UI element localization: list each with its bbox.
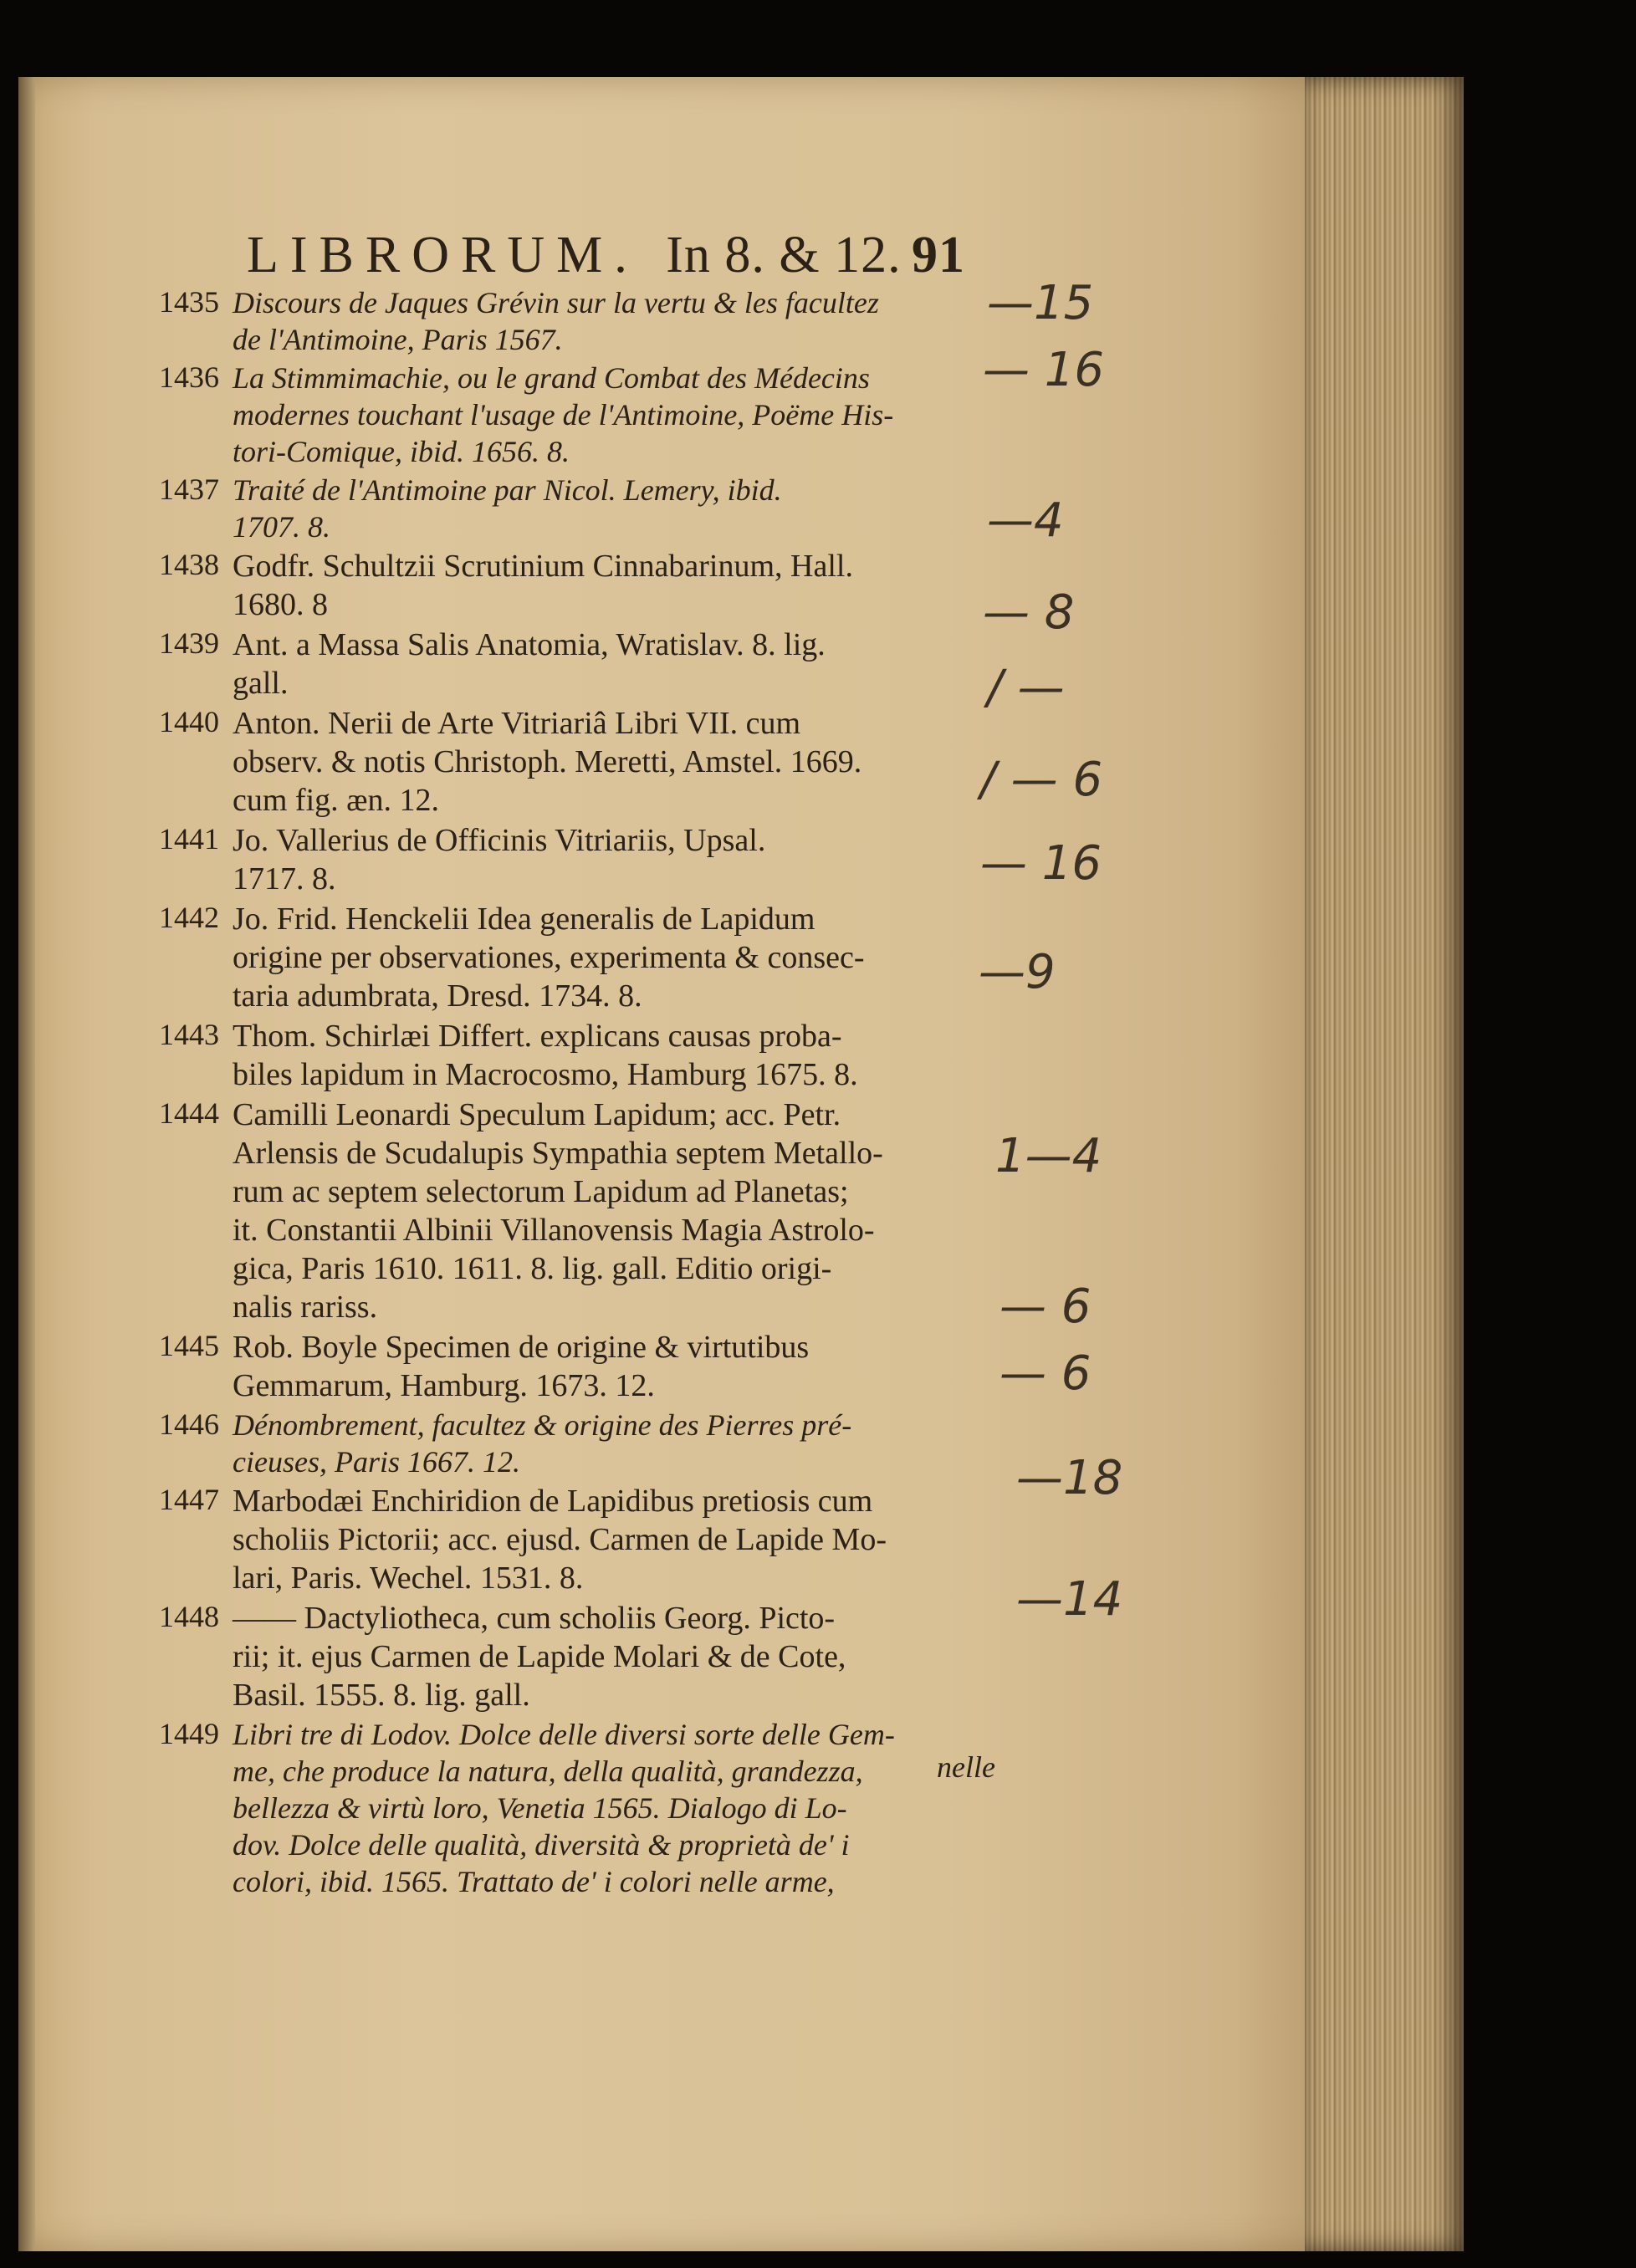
entry-line: Jo. Vallerius de Officinis Vitriariis, Upsal. [233,823,766,858]
entry-line: lari, Paris. Wechel. 1531. 8. [233,1561,584,1596]
entry-line: 1680. 8 [233,587,328,622]
catalogue-entry [159,284,983,358]
entry-line: nalis rariss. [233,1290,378,1325]
entry-text [233,1599,983,1714]
entry-text [233,472,983,545]
page-header [247,226,965,285]
entry-line: Anton. Nerii de Arte Vitriariâ Libri VII. cum [233,706,801,741]
catalogue-entry [159,1017,983,1094]
entry-text [233,1407,983,1480]
running-title: LIBRORUM. [247,227,639,284]
entry-line: cieuses, Paris 1667. 12. [233,1445,520,1479]
entry-text [233,1017,983,1094]
entry-number: 1442 [159,901,219,934]
entry-line: colori, ibid. 1565. Trattato de' i colori nelle arme, [233,1865,835,1898]
entry-line: Basil. 1555. 8. lig. gall. [233,1678,530,1713]
price-annotation: — 16 [980,836,1102,891]
entry-number: 1449 [159,1717,219,1750]
entry-line: biles lapidum in Macrocosmo, Hamburg 1675. 8. [233,1057,858,1092]
entry-line: Godfr. Schultzii Scrutinium Cinnabarinum, Hall. [233,549,853,584]
catalogue-entry [159,821,983,898]
entry-number: 1441 [159,822,219,856]
page-number: 91 [912,227,965,284]
page-gutter [18,77,35,2251]
entry-number: 1446 [159,1407,219,1441]
price-annotation: —9 [979,945,1056,999]
entry-line: Discours de Jaques Grévin sur la vertu & les facultez [233,286,879,319]
entry-line: Ant. a Massa Salis Anatomia, Wratislav. 8. lig. [233,627,826,662]
entry-line: bellezza & virtù loro, Venetia 1565. Dialogo di Lo- [233,1791,847,1825]
entry-line: Camilli Leonardi Speculum Lapidum; acc. Petr. [233,1097,841,1132]
catalogue-entry [159,626,983,702]
entry-line: dov. Dolce delle qualità, diversità & proprietà de' i [233,1828,850,1862]
entry-line: Arlensis de Scudalupis Sympathia septem Metallo- [233,1136,883,1171]
entry-text [233,1716,983,1900]
catalogue-entry [159,1096,983,1326]
entry-number: 1438 [159,548,219,581]
price-annotation: 1—4 [995,1129,1102,1183]
entry-number: 1439 [159,626,219,660]
entry-text [233,704,983,820]
entry-line: modernes touchant l'usage de l'Antimoine, Poëme His- [233,398,894,432]
catalogue-entry [159,704,983,820]
entry-line: cum fig. æn. 12. [233,783,439,818]
entry-number: 1447 [159,1483,219,1516]
entry-number: 1436 [159,360,219,394]
entry-line: Marbodæi Enchiridion de Lapidibus pretiosis cum [233,1484,873,1519]
entry-number: 1440 [159,705,219,738]
entry-line: Jo. Frid. Henckelii Idea generalis de Lapidum [233,902,815,937]
entry-text [233,821,983,898]
entry-text [233,1328,983,1405]
price-annotation: —18 [1016,1451,1123,1505]
entry-line: origine per observationes, experimenta & consec- [233,940,865,975]
catalogue-entry [159,1599,983,1714]
catalogue-entry [159,547,983,624]
entry-text [233,1096,983,1326]
catalogue-entry [159,1328,983,1405]
price-annotation: —14 [1016,1572,1123,1627]
entry-number: 1443 [159,1018,219,1051]
entry-line: observ. & notis Christoph. Meretti, Amstel. 1669. [233,744,862,779]
price-annotation: — 6 [999,1280,1092,1334]
entry-line: scholiis Pictorii; acc. ejusd. Carmen de Lapide Mo- [233,1522,887,1557]
entry-line: Traité de l'Antimoine par Nicol. Lemery, ibid. [233,473,782,507]
entry-line: —— Dactyliotheca, cum scholiis Georg. Picto- [233,1601,836,1636]
entry-line: Gemmarum, Hamburg. 1673. 12. [233,1368,655,1403]
format-label: In 8. & 12. [666,227,902,284]
entry-line: rii; it. ejus Carmen de Lapide Molari & de Cote, [233,1639,846,1674]
price-annotation: / — 6 [980,753,1103,807]
catalogue-entry [159,1407,983,1480]
entry-line: Rob. Boyle Specimen de origine & virtutibus [233,1330,810,1365]
catchword: nelle [937,1750,995,1784]
catalogue-entry [159,900,983,1015]
entry-line: gall. [233,666,289,701]
entry-line: taria adumbrata, Dresd. 1734. 8. [233,978,642,1014]
entry-text [233,360,983,470]
catalogue-entries [159,284,983,1902]
catalogue-entry [159,1482,983,1597]
catalogue-entry [159,1716,983,1900]
entry-line: it. Constantii Albinii Villanovensis Magia Astrolo- [233,1213,875,1248]
entry-text [233,1482,983,1597]
entry-text [233,626,983,702]
entry-line: La Stimmimachie, ou le grand Combat des Médecins [233,361,870,395]
price-annotation: / — [987,661,1065,715]
entry-line: rum ac septem selectorum Lapidum ad Planetas; [233,1174,849,1209]
entry-text [233,547,983,624]
entry-number: 1437 [159,472,219,506]
entry-line: Libri tre di Lodov. Dolce delle diversi sorte delle Gem- [233,1718,895,1751]
entry-text [233,284,983,358]
catalogue-entry [159,472,983,545]
entry-line: tori-Comique, ibid. 1656. 8. [233,435,570,468]
entry-line: Thom. Schirlæi Differt. explicans causas proba- [233,1019,842,1054]
entry-line: 1707. 8. [233,510,330,544]
entry-line: de l'Antimoine, Paris 1567. [233,323,563,356]
entry-number: 1448 [159,1600,219,1633]
entry-line: gica, Paris 1610. 1611. 8. lig. gall. Editio origi- [233,1251,832,1286]
entry-text [233,900,983,1015]
entry-line: me, che produce la natura, della qualità, grandezza, [233,1755,863,1788]
price-annotation: —15 [987,276,1094,330]
entry-number: 1444 [159,1096,219,1130]
price-annotation: — 6 [999,1346,1092,1401]
entry-number: 1435 [159,285,219,319]
entry-number: 1445 [159,1329,219,1362]
price-annotation: — 16 [983,343,1105,397]
entry-line: 1717. 8. [233,861,336,896]
page-edges [1305,77,1464,2251]
entry-line: Dénombrement, facultez & origine des Pierres pré- [233,1408,852,1442]
price-annotation: —4 [987,493,1064,548]
catalogue-entry [159,360,983,470]
price-annotation: — 8 [983,585,1075,640]
